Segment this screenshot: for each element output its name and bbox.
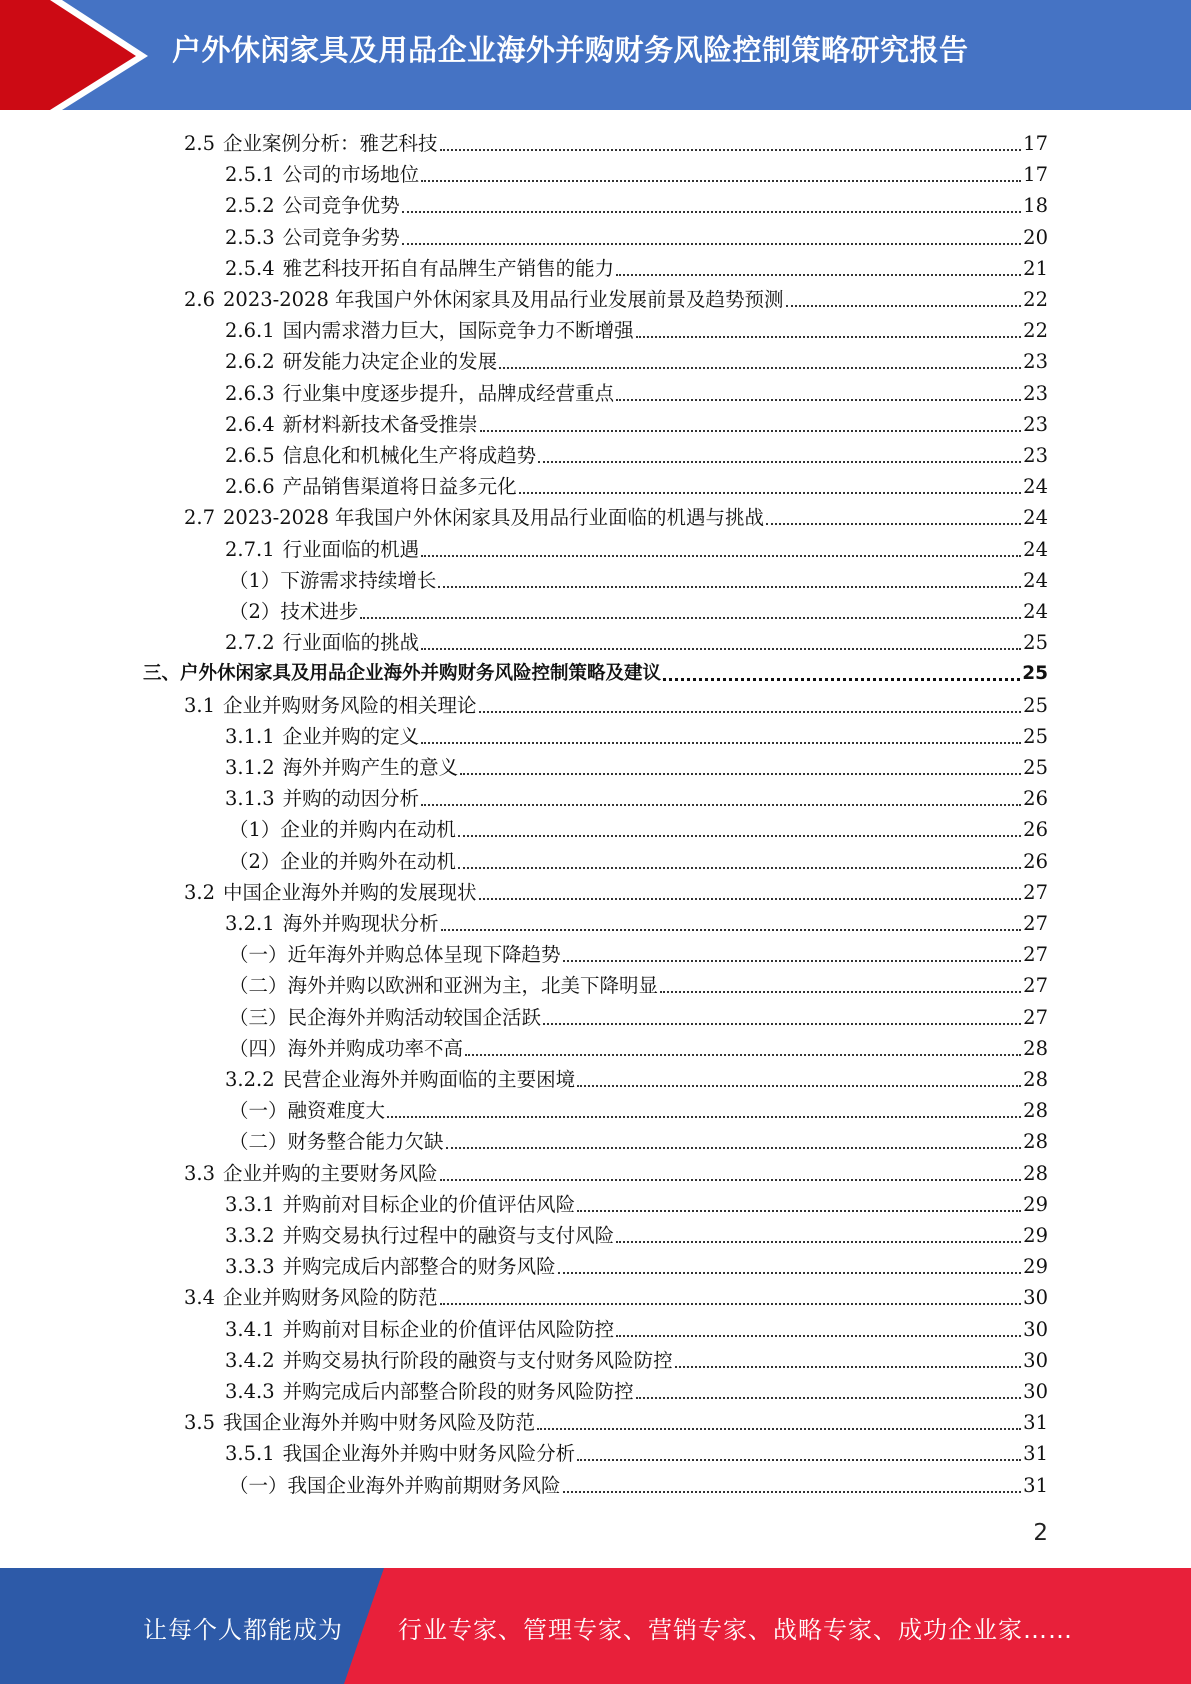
- toc-dot-leader: [438, 586, 1021, 588]
- toc-entry[interactable]: [225, 188, 1048, 219]
- toc-entry-number: 2.7.2: [225, 631, 275, 655]
- toc-dot-leader: [458, 867, 1021, 869]
- toc-entry-title: 我国企业海外并购中财务风险及防范: [223, 1411, 536, 1435]
- toc-entry-page: 30: [1023, 1380, 1048, 1403]
- toc-entry[interactable]: [225, 1374, 1048, 1405]
- toc-entry-title: 海外并购现状分析: [282, 912, 439, 935]
- toc-entry-page: 18: [1023, 194, 1048, 218]
- toc-entry-number: 3.2: [184, 880, 216, 904]
- toc-entry-number: 3.1.2: [225, 756, 275, 779]
- toc-entry-title: 研发能力决定企业的发展: [282, 350, 498, 374]
- toc-dot-leader: [660, 991, 1021, 993]
- toc-entry[interactable]: [229, 1000, 1048, 1031]
- toc-dot-leader: [440, 1179, 1022, 1181]
- toc-entry-title: 行业面临的机遇: [282, 537, 420, 561]
- toc-entry[interactable]: [225, 407, 1048, 438]
- toc-entry-title: 并购完成后内部整合阶段的财务风险防控: [282, 1380, 634, 1403]
- toc-dot-leader: [766, 523, 1021, 525]
- toc-entry[interactable]: [184, 1156, 1048, 1187]
- toc-entry-title: 三、户外休闲家具及用品企业海外并购财务风险控制策略及建议: [143, 663, 662, 685]
- toc-entry-page: 20: [1023, 225, 1048, 249]
- toc-entry-number: 2.5.2: [225, 194, 275, 218]
- toc-entry-page: 30: [1023, 1286, 1048, 1310]
- report-title: 户外休闲家具及用品企业海外并购财务风险控制策略研究报告: [172, 33, 969, 67]
- toc-entry-page: 24: [1023, 475, 1048, 499]
- toc-entry-title: （一）近年海外并购总体呈现下降趋势: [229, 943, 561, 967]
- toc-entry-number: 2.5.4: [225, 256, 275, 280]
- toc-entry-title: 并购交易执行过程中的融资与支付风险: [282, 1224, 615, 1247]
- toc-entry[interactable]: [143, 656, 1048, 687]
- toc-entry[interactable]: [225, 220, 1048, 251]
- toc-entry-page: 25: [1023, 756, 1048, 779]
- toc-entry[interactable]: [229, 1031, 1048, 1062]
- toc-dot-leader: [479, 711, 1022, 713]
- toc-entry-title: 雅艺科技开拓自有品牌生产销售的能力: [282, 256, 615, 280]
- page-number: 2: [1033, 1520, 1048, 1546]
- toc-entry-title: 企业并购财务风险的防范: [223, 1286, 438, 1310]
- toc-entry-number: 3.4.1: [225, 1317, 275, 1341]
- toc-dot-leader: [421, 555, 1021, 557]
- toc-entry[interactable]: [184, 282, 1048, 313]
- toc-entry-title: 信息化和机械化生产将成趋势: [282, 444, 537, 467]
- toc-entry-page: 23: [1023, 381, 1048, 405]
- toc-entry[interactable]: [225, 906, 1048, 937]
- toc-entry-number: 2.6.1: [225, 319, 275, 343]
- toc-entry-title: （2）技术进步: [229, 600, 359, 623]
- toc-entry-title: 并购前对目标企业的价值评估风险防控: [282, 1317, 615, 1341]
- toc-dot-leader: [421, 648, 1021, 650]
- toc-dot-leader: [446, 1147, 1022, 1149]
- toc-dot-leader: [519, 492, 1022, 494]
- toc-entry[interactable]: [225, 376, 1048, 407]
- toc-entry-title: 民营企业海外并购面临的主要困境: [282, 1068, 576, 1091]
- toc-dot-leader: [402, 243, 1022, 245]
- toc-entry[interactable]: [229, 968, 1048, 999]
- toc-entry[interactable]: [225, 1312, 1048, 1343]
- toc-entry-page: 25: [1023, 631, 1048, 655]
- toc-entry[interactable]: [229, 594, 1048, 625]
- toc-dot-leader: [421, 804, 1021, 806]
- toc-dot-leader: [441, 929, 1022, 931]
- toc-dot-leader: [465, 1054, 1021, 1056]
- toc-entry-number: 2.5: [184, 132, 216, 155]
- toc-entry-title: 并购交易执行阶段的融资与支付财务风险防控: [282, 1348, 673, 1372]
- toc-dot-leader: [499, 367, 1021, 369]
- toc-entry[interactable]: [229, 812, 1048, 843]
- toc-entry-title: 公司的市场地位: [282, 163, 420, 187]
- toc-entry-page: 24: [1023, 568, 1048, 592]
- toc-entry-page: 28: [1023, 1068, 1048, 1091]
- toc-entry-number: 3.3: [184, 1161, 216, 1185]
- toc-entry[interactable]: [229, 563, 1048, 594]
- toc-entry-title: 2023-2028 年我国户外休闲家具及用品行业发展前景及趋势预测: [223, 288, 784, 311]
- header-banner: [0, 0, 1191, 110]
- toc-dot-leader: [387, 1116, 1021, 1118]
- toc-entry-number: 3.4.2: [225, 1348, 275, 1372]
- toc-entry-number: 3.4: [184, 1286, 216, 1310]
- toc-entry-title: （一）融资难度大: [229, 1099, 386, 1123]
- toc-entry-page: 24: [1023, 537, 1048, 561]
- toc-entry-title: （二）财务整合能力欠缺: [229, 1130, 444, 1154]
- toc-entry[interactable]: [225, 313, 1048, 344]
- toc-entry[interactable]: [225, 750, 1048, 781]
- toc-entry-page: 28: [1023, 1130, 1048, 1154]
- footer-banner: [0, 1568, 1191, 1684]
- toc-entry-title: 公司竞争劣势: [282, 225, 400, 249]
- toc-dot-leader: [480, 430, 1022, 432]
- toc-entry-title: （1）下游需求持续增长: [229, 568, 437, 592]
- toc-entry-number: 2.6.6: [225, 475, 275, 499]
- toc-entry-number: 3.1.1: [225, 724, 275, 748]
- toc-entry-number: 2.6.4: [225, 412, 275, 436]
- toc-entry-page: 24: [1023, 600, 1048, 623]
- toc-entry-page: 29: [1023, 1224, 1048, 1247]
- toc-dot-leader: [616, 1241, 1021, 1243]
- toc-entry-page: 22: [1023, 319, 1048, 343]
- toc-entry[interactable]: [225, 719, 1048, 750]
- toc-entry-page: 29: [1023, 1255, 1048, 1279]
- toc-entry-page: 31: [1023, 1411, 1048, 1435]
- toc-entry-number: 3.3.3: [225, 1255, 275, 1279]
- toc-entry-page: 17: [1023, 163, 1048, 187]
- toc-dot-leader: [636, 1397, 1022, 1399]
- toc-dot-leader: [577, 1210, 1021, 1212]
- toc-entry-title: （二）海外并购以欧洲和亚洲为主，北美下降明显: [229, 974, 659, 998]
- toc-entry-title: 2023-2028 年我国户外休闲家具及用品行业面临的机遇与挑战: [223, 506, 765, 530]
- toc-dot-leader: [616, 399, 1021, 401]
- toc-entry-title: （1）企业的并购内在动机: [229, 818, 456, 842]
- toc-entry-page: 23: [1023, 350, 1048, 374]
- toc-entry-title: 企业并购的定义: [282, 724, 420, 748]
- toc-entry[interactable]: [225, 469, 1048, 500]
- toc-entry-page: 21: [1023, 256, 1048, 280]
- toc-entry-page: 30: [1023, 1348, 1048, 1372]
- toc-dot-leader: [402, 211, 1022, 213]
- toc-dot-leader: [421, 180, 1021, 182]
- toc-entry-page: 29: [1023, 1192, 1048, 1216]
- toc-entry[interactable]: [225, 157, 1048, 188]
- toc-entry-page: 28: [1023, 1161, 1048, 1185]
- toc-entry-title: 新材料新技术备受推崇: [282, 412, 478, 436]
- toc-entry-page: 28: [1023, 1036, 1048, 1060]
- toc-entry-number: 3.1: [184, 693, 216, 717]
- toc-entry-title: 我国企业海外并购中财务风险分析: [282, 1442, 576, 1466]
- toc-entry-title: 公司竞争优势: [282, 194, 400, 218]
- toc-entry[interactable]: [229, 1093, 1048, 1124]
- toc-entry-number: 3.2.2: [225, 1068, 275, 1091]
- toc-entry[interactable]: [225, 1249, 1048, 1280]
- toc-entry-title: 并购的动因分析: [282, 787, 420, 811]
- toc-entry-number: 2.6.3: [225, 381, 275, 405]
- toc-entry-page: 25: [1023, 724, 1048, 748]
- toc-dot-leader: [360, 617, 1021, 619]
- toc-entry[interactable]: [184, 688, 1048, 719]
- toc-entry-number: 3.5: [184, 1411, 216, 1435]
- toc-entry-page: 27: [1023, 974, 1048, 998]
- toc-entry-title: 中国企业海外并购的发展现状: [223, 880, 477, 904]
- toc-dot-leader: [460, 773, 1021, 775]
- toc-dot-leader: [458, 835, 1021, 837]
- toc-entry-title: （2）企业的并购外在动机: [229, 849, 456, 873]
- toc-entry-page: 28: [1023, 1099, 1048, 1123]
- toc-entry-number: 2.6.2: [225, 350, 275, 374]
- toc-dot-leader: [563, 960, 1022, 962]
- toc-entry-title: （一）我国企业海外并购前期财务风险: [229, 1473, 561, 1497]
- toc-entry[interactable]: [184, 1405, 1048, 1436]
- toc-dot-leader: [543, 1023, 1021, 1025]
- toc-dot-leader: [558, 1272, 1022, 1274]
- toc-entry-page: 25: [1022, 663, 1048, 685]
- toc-entry-page: 26: [1023, 818, 1048, 842]
- toc-entry[interactable]: [225, 1436, 1048, 1467]
- toc-entry-title: 行业面临的挑战: [282, 631, 420, 655]
- toc-entry[interactable]: [225, 1187, 1048, 1218]
- toc-dot-leader: [538, 461, 1021, 463]
- toc-entry[interactable]: [184, 126, 1048, 157]
- toc-entry[interactable]: [225, 438, 1048, 469]
- toc-entry-number: 2.6: [184, 288, 216, 311]
- toc-entry-title: 海外并购产生的意义: [282, 756, 459, 779]
- toc-entry-page: 25: [1023, 693, 1048, 717]
- toc-entry-number: 2.6.5: [225, 444, 275, 467]
- toc-entry-number: 3.2.1: [225, 912, 275, 935]
- toc-dot-leader: [421, 742, 1021, 744]
- toc-entry-title: 企业并购的主要财务风险: [223, 1161, 438, 1185]
- toc-entry-page: 27: [1023, 1005, 1048, 1029]
- toc-entry-page: 31: [1023, 1442, 1048, 1466]
- toc-dot-leader: [636, 336, 1022, 338]
- toc-dot-leader: [563, 1491, 1022, 1493]
- toc-dot-leader: [479, 898, 1022, 900]
- toc-dot-leader: [616, 1335, 1021, 1337]
- toc-entry-page: 24: [1023, 506, 1048, 530]
- toc-entry-number: 3.3.1: [225, 1192, 275, 1216]
- toc-entry[interactable]: [184, 1280, 1048, 1311]
- toc-entry-title: 国内需求潜力巨大，国际竞争力不断增强: [282, 319, 634, 343]
- toc-entry-title: （三）民企海外并购活动较国企活跃: [229, 1005, 542, 1029]
- footer-slogan-left: 让每个人都能成为: [143, 1616, 343, 1644]
- toc-entry-number: 2.5.1: [225, 163, 275, 187]
- toc-entry-number: 3.4.3: [225, 1380, 275, 1403]
- toc-entry-number: 2.7.1: [225, 537, 275, 561]
- toc-entry-number: 3.1.3: [225, 787, 275, 811]
- toc-entry[interactable]: [225, 251, 1048, 282]
- toc-entry[interactable]: [225, 781, 1048, 812]
- toc-entry-title: 产品销售渠道将日益多元化: [282, 475, 517, 499]
- toc-entry-title: 行业集中度逐步提升，品牌成经营重点: [282, 381, 615, 405]
- toc-entry[interactable]: [225, 1343, 1048, 1374]
- toc-entry-title: 企业案例分析：雅艺科技: [223, 132, 438, 155]
- toc-entry-title: （四）海外并购成功率不高: [229, 1036, 464, 1060]
- toc-entry-page: 17: [1023, 132, 1048, 155]
- toc-entry[interactable]: [184, 500, 1048, 531]
- toc-dot-leader: [440, 1303, 1022, 1305]
- toc-dot-leader: [577, 1085, 1021, 1087]
- toc-entry[interactable]: [229, 1468, 1048, 1499]
- toc-entry-page: 27: [1023, 943, 1048, 967]
- toc-entry-page: 27: [1023, 912, 1048, 935]
- footer-slogan-right: 行业专家、管理专家、营销专家、战略专家、成功企业家……: [398, 1616, 1073, 1644]
- toc-entry[interactable]: [229, 844, 1048, 875]
- toc-entry-title: 并购完成后内部整合的财务风险: [282, 1255, 556, 1279]
- toc-entry[interactable]: [225, 1218, 1048, 1249]
- toc-entry-number: 3.3.2: [225, 1224, 275, 1247]
- toc-dot-leader: [663, 678, 1020, 681]
- toc-entry[interactable]: [184, 875, 1048, 906]
- toc-dot-leader: [675, 1366, 1022, 1368]
- toc-entry[interactable]: [225, 344, 1048, 375]
- toc-dot-leader: [440, 149, 1022, 151]
- toc-dot-leader: [537, 1428, 1021, 1430]
- toc-entry[interactable]: [229, 1124, 1048, 1155]
- toc-entry-page: 23: [1023, 444, 1048, 467]
- toc-entry-page: 31: [1023, 1473, 1048, 1497]
- toc-entry-page: 26: [1023, 787, 1048, 811]
- toc-entry-number: 3.5.1: [225, 1442, 275, 1466]
- toc-entry-title: 并购前对目标企业的价值评估风险: [282, 1192, 576, 1216]
- toc-entry-number: 2.7: [184, 506, 216, 530]
- toc-entry-page: 26: [1023, 849, 1048, 873]
- toc-dot-leader: [577, 1459, 1021, 1461]
- toc-entry-page: 27: [1023, 880, 1048, 904]
- toc-entry-title: 企业并购财务风险的相关理论: [223, 693, 477, 717]
- toc-dot-leader: [786, 305, 1022, 307]
- toc-entry-page: 22: [1023, 288, 1048, 311]
- toc-entry-page: 30: [1023, 1317, 1048, 1341]
- toc-entry-number: 2.5.3: [225, 225, 275, 249]
- toc-entry[interactable]: [229, 937, 1048, 968]
- toc-entry[interactable]: [225, 625, 1048, 656]
- toc-dot-leader: [616, 274, 1021, 276]
- toc-entry[interactable]: [225, 1062, 1048, 1093]
- toc-entry[interactable]: [225, 532, 1048, 563]
- toc-entry-page: 23: [1023, 412, 1048, 436]
